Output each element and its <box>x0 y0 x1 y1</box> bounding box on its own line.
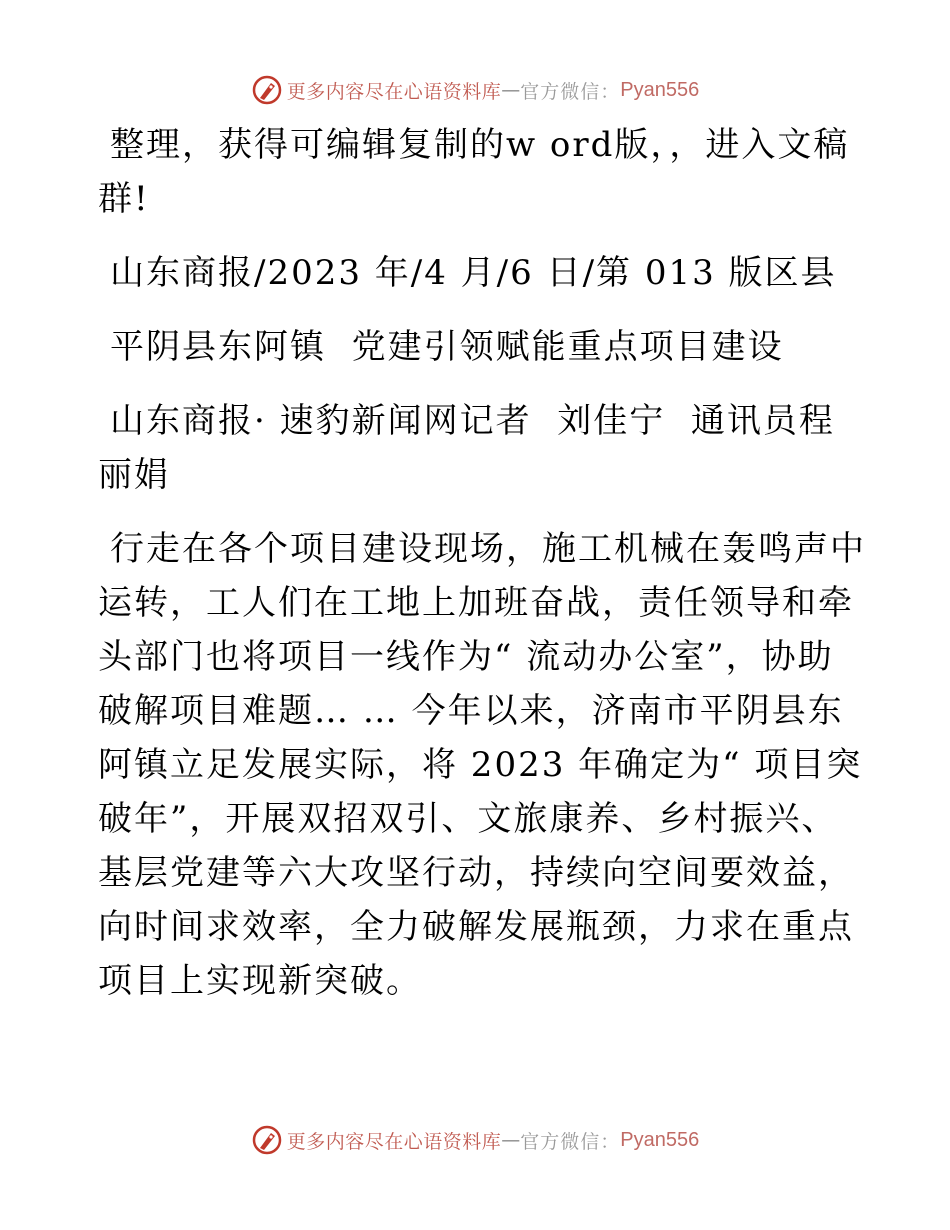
banner-separator: — <box>501 1129 521 1151</box>
banner-wechat-id: Pyan556 <box>620 78 700 101</box>
intro-paragraph: 整理，获得可编辑复制的w ord版，，进入文稿群! <box>98 125 850 219</box>
footer-banner <box>0 1120 950 1160</box>
header-banner <box>0 70 950 110</box>
body-paragraph: 行走在各个项目建设现场，施工机械在轰鸣声中运转，工人们在工地上加班奋战，责任领导和牵头部门也将项目一线作为“ 流动办公室”，协助破解项目难题… … 今年以来，济南市平阴县东阿镇立足发展实际，将 2023 年确定为“ 项目突破年”，开展双招双引、文旅康养、乡村振兴、基层党建等六大攻坚行动，持续向空间要效益，向时间求效率，全力破解发展瓶颈，力求在重点项目上实现新突破。 <box>98 529 866 1001</box>
byline: 山东商报· 速豹新闻网记者 刘佳宁 通讯员程丽娟 <box>98 401 835 495</box>
banner-text: 更多内容尽在心语资料库 <box>286 80 502 103</box>
source-line: 山东商报/2023 年/4 月/6 日/第 013 版区县 <box>110 253 837 293</box>
pen-nib-logo-icon <box>251 74 283 106</box>
article-title: 平阴县东阿镇 党建引领赋能重点项目建设 <box>110 327 784 367</box>
document-body <box>98 118 868 1028</box>
banner-text: 更多内容尽在心语资料库 <box>286 1130 502 1153</box>
banner-official-label: 官方微信： <box>520 80 621 103</box>
banner-official-label: 官方微信： <box>520 1130 621 1153</box>
pen-nib-logo-icon <box>251 1124 283 1156</box>
banner-wechat-id: Pyan556 <box>620 1128 700 1151</box>
banner-separator: — <box>501 79 521 101</box>
